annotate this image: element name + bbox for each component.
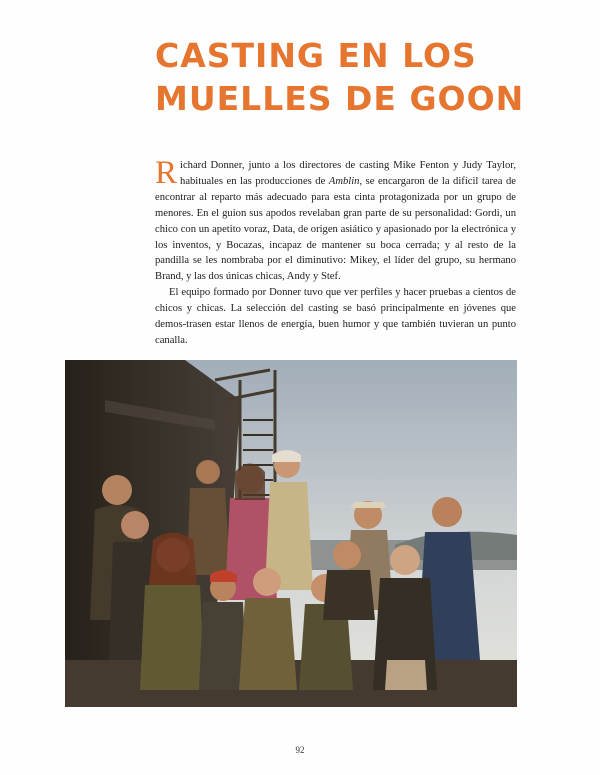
- chapter-title-line-1: CASTING EN LOS: [155, 36, 477, 75]
- paragraph-1: [155, 155, 516, 285]
- body-text: [155, 155, 516, 349]
- chapter-title-line-2: MUELLES DE GOON: [155, 79, 525, 118]
- cast-photo-illustration: [65, 360, 517, 707]
- page-number: 92: [295, 745, 305, 755]
- chapter-title: [155, 34, 575, 120]
- paragraph-2: El equipo formado por Donner tuvo que ver perfiles y hacer pruebas a cientos de chicos y chicas. La selección del casting se basó principalmente en jóvenes que demos-trasen estar llenos de energía, buen humor y que también tuvieran un punto canalla.: [155, 287, 516, 346]
- cast-photo: [65, 360, 517, 707]
- paragraph-1-italic: Amblin: [328, 175, 360, 187]
- paragraph-1-text-b: , se encargaron de la difícil tarea de encontrar al reparto más adecuado para esta cinta protagonizada por un grupo de menores. En el guion sus apodos revelaban gran parte de su personalidad: Gordi, un chico con un apetito voraz, Data, de origen asiático y apasionado por la electrónica y los inventos, y Bocazas, incapaz de mantener su boca cerrada; y al resto de la pandilla se les nombraba por el diminutivo: Mikey, el líder del grupo, su hermano Brand, y las dos únicas chicas, Andy y Stef.: [155, 175, 516, 283]
- paragraph-1-text-a: ichard Donner, junto a los directores de casting Mike Fenton y Judy Taylor, habituales en las producciones de: [180, 160, 516, 187]
- drop-cap: R: [155, 155, 178, 191]
